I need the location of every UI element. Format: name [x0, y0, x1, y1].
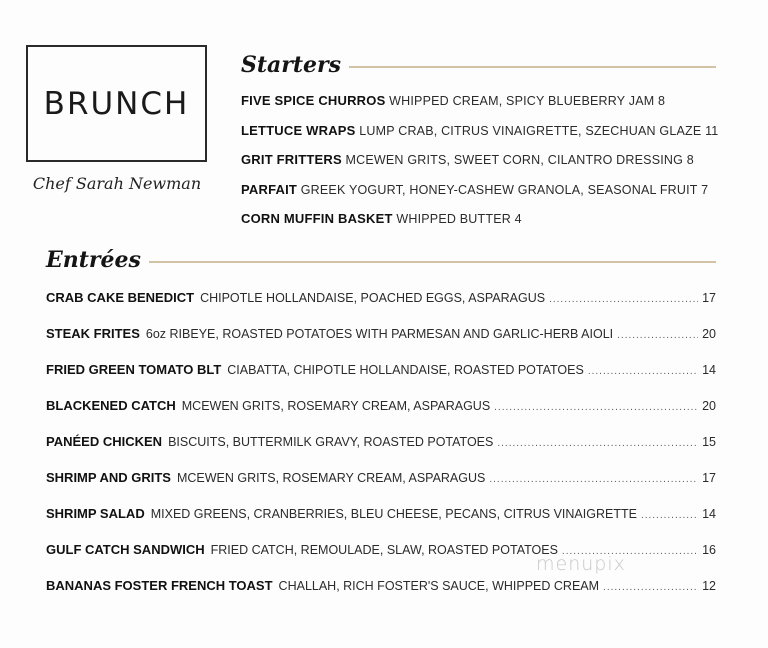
- item-description: FRIED CATCH, REMOULADE, SLAW, ROASTED POTATOES: [210, 543, 558, 557]
- item-description: MCEWEN GRITS, ROSEMARY CREAM, ASPARAGUS: [181, 399, 491, 413]
- starters-title: Starters: [241, 52, 342, 78]
- dot-leader: [603, 582, 698, 593]
- starters-header: [241, 52, 716, 78]
- item-name: GRIT FRITTERS: [241, 152, 342, 167]
- dot-leader: [588, 366, 698, 377]
- item-price: 8: [658, 94, 666, 108]
- item-name: CORN MUFFIN BASKET: [241, 211, 393, 226]
- item-price: 7: [701, 183, 709, 197]
- item-name: PANÉED CHICKEN: [46, 434, 163, 449]
- chef-name: Chef Sarah Newman: [32, 174, 202, 193]
- starter-item: [241, 182, 708, 197]
- item-price: 12: [702, 579, 716, 593]
- starter-item: [241, 152, 694, 167]
- item-price: 20: [702, 399, 716, 413]
- item-price: 16: [702, 543, 716, 557]
- dot-leader: [617, 330, 698, 341]
- entree-item: [46, 398, 716, 413]
- item-name: LETTUCE WRAPS: [241, 123, 356, 138]
- entree-item: [46, 362, 716, 377]
- entree-item: [46, 578, 716, 593]
- entree-item: [46, 506, 716, 521]
- item-name: SHRIMP AND GRITS: [46, 470, 171, 485]
- item-description: GREEK YOGURT, HONEY-CASHEW GRANOLA, SEASONAL FRUIT: [300, 183, 698, 197]
- item-name: GULF CATCH SANDWICH: [46, 542, 205, 557]
- starter-item: [241, 123, 718, 138]
- item-description: MCEWEN GRITS, SWEET CORN, CILANTRO DRESSING: [345, 153, 684, 167]
- item-description: WHIPPED CREAM, SPICY BLUEBERRY JAM: [389, 94, 655, 108]
- entree-item: [46, 470, 716, 485]
- entree-item: [46, 290, 716, 305]
- item-description: WHIPPED BUTTER: [396, 212, 511, 226]
- starter-item: [241, 93, 665, 108]
- item-description: CHALLAH, RICH FOSTER'S SAUCE, WHIPPED CREAM: [278, 579, 600, 593]
- item-description: BISCUITS, BUTTERMILK GRAVY, ROASTED POTATOES: [168, 435, 494, 449]
- item-price: 14: [702, 507, 716, 521]
- item-name: FRIED GREEN TOMATO BLT: [46, 362, 222, 377]
- item-name: PARFAIT: [241, 182, 298, 197]
- dot-leader: [641, 510, 698, 521]
- item-price: 17: [702, 471, 716, 485]
- entrees-header: [46, 247, 716, 273]
- item-name: FIVE SPICE CHURROS: [241, 93, 386, 108]
- item-description: MIXED GREENS, CRANBERRIES, BLEU CHEESE, PECANS, CITRUS VINAIGRETTE: [150, 507, 637, 521]
- dot-leader: [497, 438, 698, 449]
- item-description: CIABATTA, CHIPOTLE HOLLANDAISE, ROASTED POTATOES: [227, 363, 584, 377]
- item-price: 14: [702, 363, 716, 377]
- entrees-title: Entrées: [46, 247, 141, 273]
- dot-leader: [549, 294, 698, 305]
- item-price: 20: [702, 327, 716, 341]
- starter-item: [241, 211, 522, 226]
- item-price: 17: [702, 291, 716, 305]
- item-description: LUMP CRAB, CITRUS VINAIGRETTE, SZECHUAN GLAZE: [359, 124, 702, 138]
- item-name: SHRIMP SALAD: [46, 506, 145, 521]
- item-name: BLACKENED CATCH: [46, 398, 176, 413]
- item-description: CHIPOTLE HOLLANDAISE, POACHED EGGS, ASPARAGUS: [200, 291, 546, 305]
- item-description: 6oz RIBEYE, ROASTED POTATOES WITH PARMESAN AND GARLIC-HERB AIOLI: [145, 327, 614, 341]
- dot-leader: [489, 474, 698, 485]
- item-description: MCEWEN GRITS, ROSEMARY CREAM, ASPARAGUS: [176, 471, 486, 485]
- item-name: BANANAS FOSTER FRENCH TOAST: [46, 578, 273, 593]
- item-price: 15: [702, 435, 716, 449]
- section-divider: [149, 261, 716, 263]
- menu-title: BRUNCH: [43, 85, 190, 122]
- item-price: 11: [705, 124, 719, 138]
- item-price: 4: [514, 212, 522, 226]
- item-name: CRAB CAKE BENEDICT: [46, 290, 195, 305]
- entree-item: [46, 326, 716, 341]
- item-name: STEAK FRITES: [46, 326, 140, 341]
- dot-leader: [494, 402, 698, 413]
- watermark: menupix: [536, 553, 626, 575]
- entree-item: [46, 434, 716, 449]
- section-divider: [349, 66, 716, 68]
- brand-box: [26, 45, 207, 162]
- item-price: 8: [686, 153, 694, 167]
